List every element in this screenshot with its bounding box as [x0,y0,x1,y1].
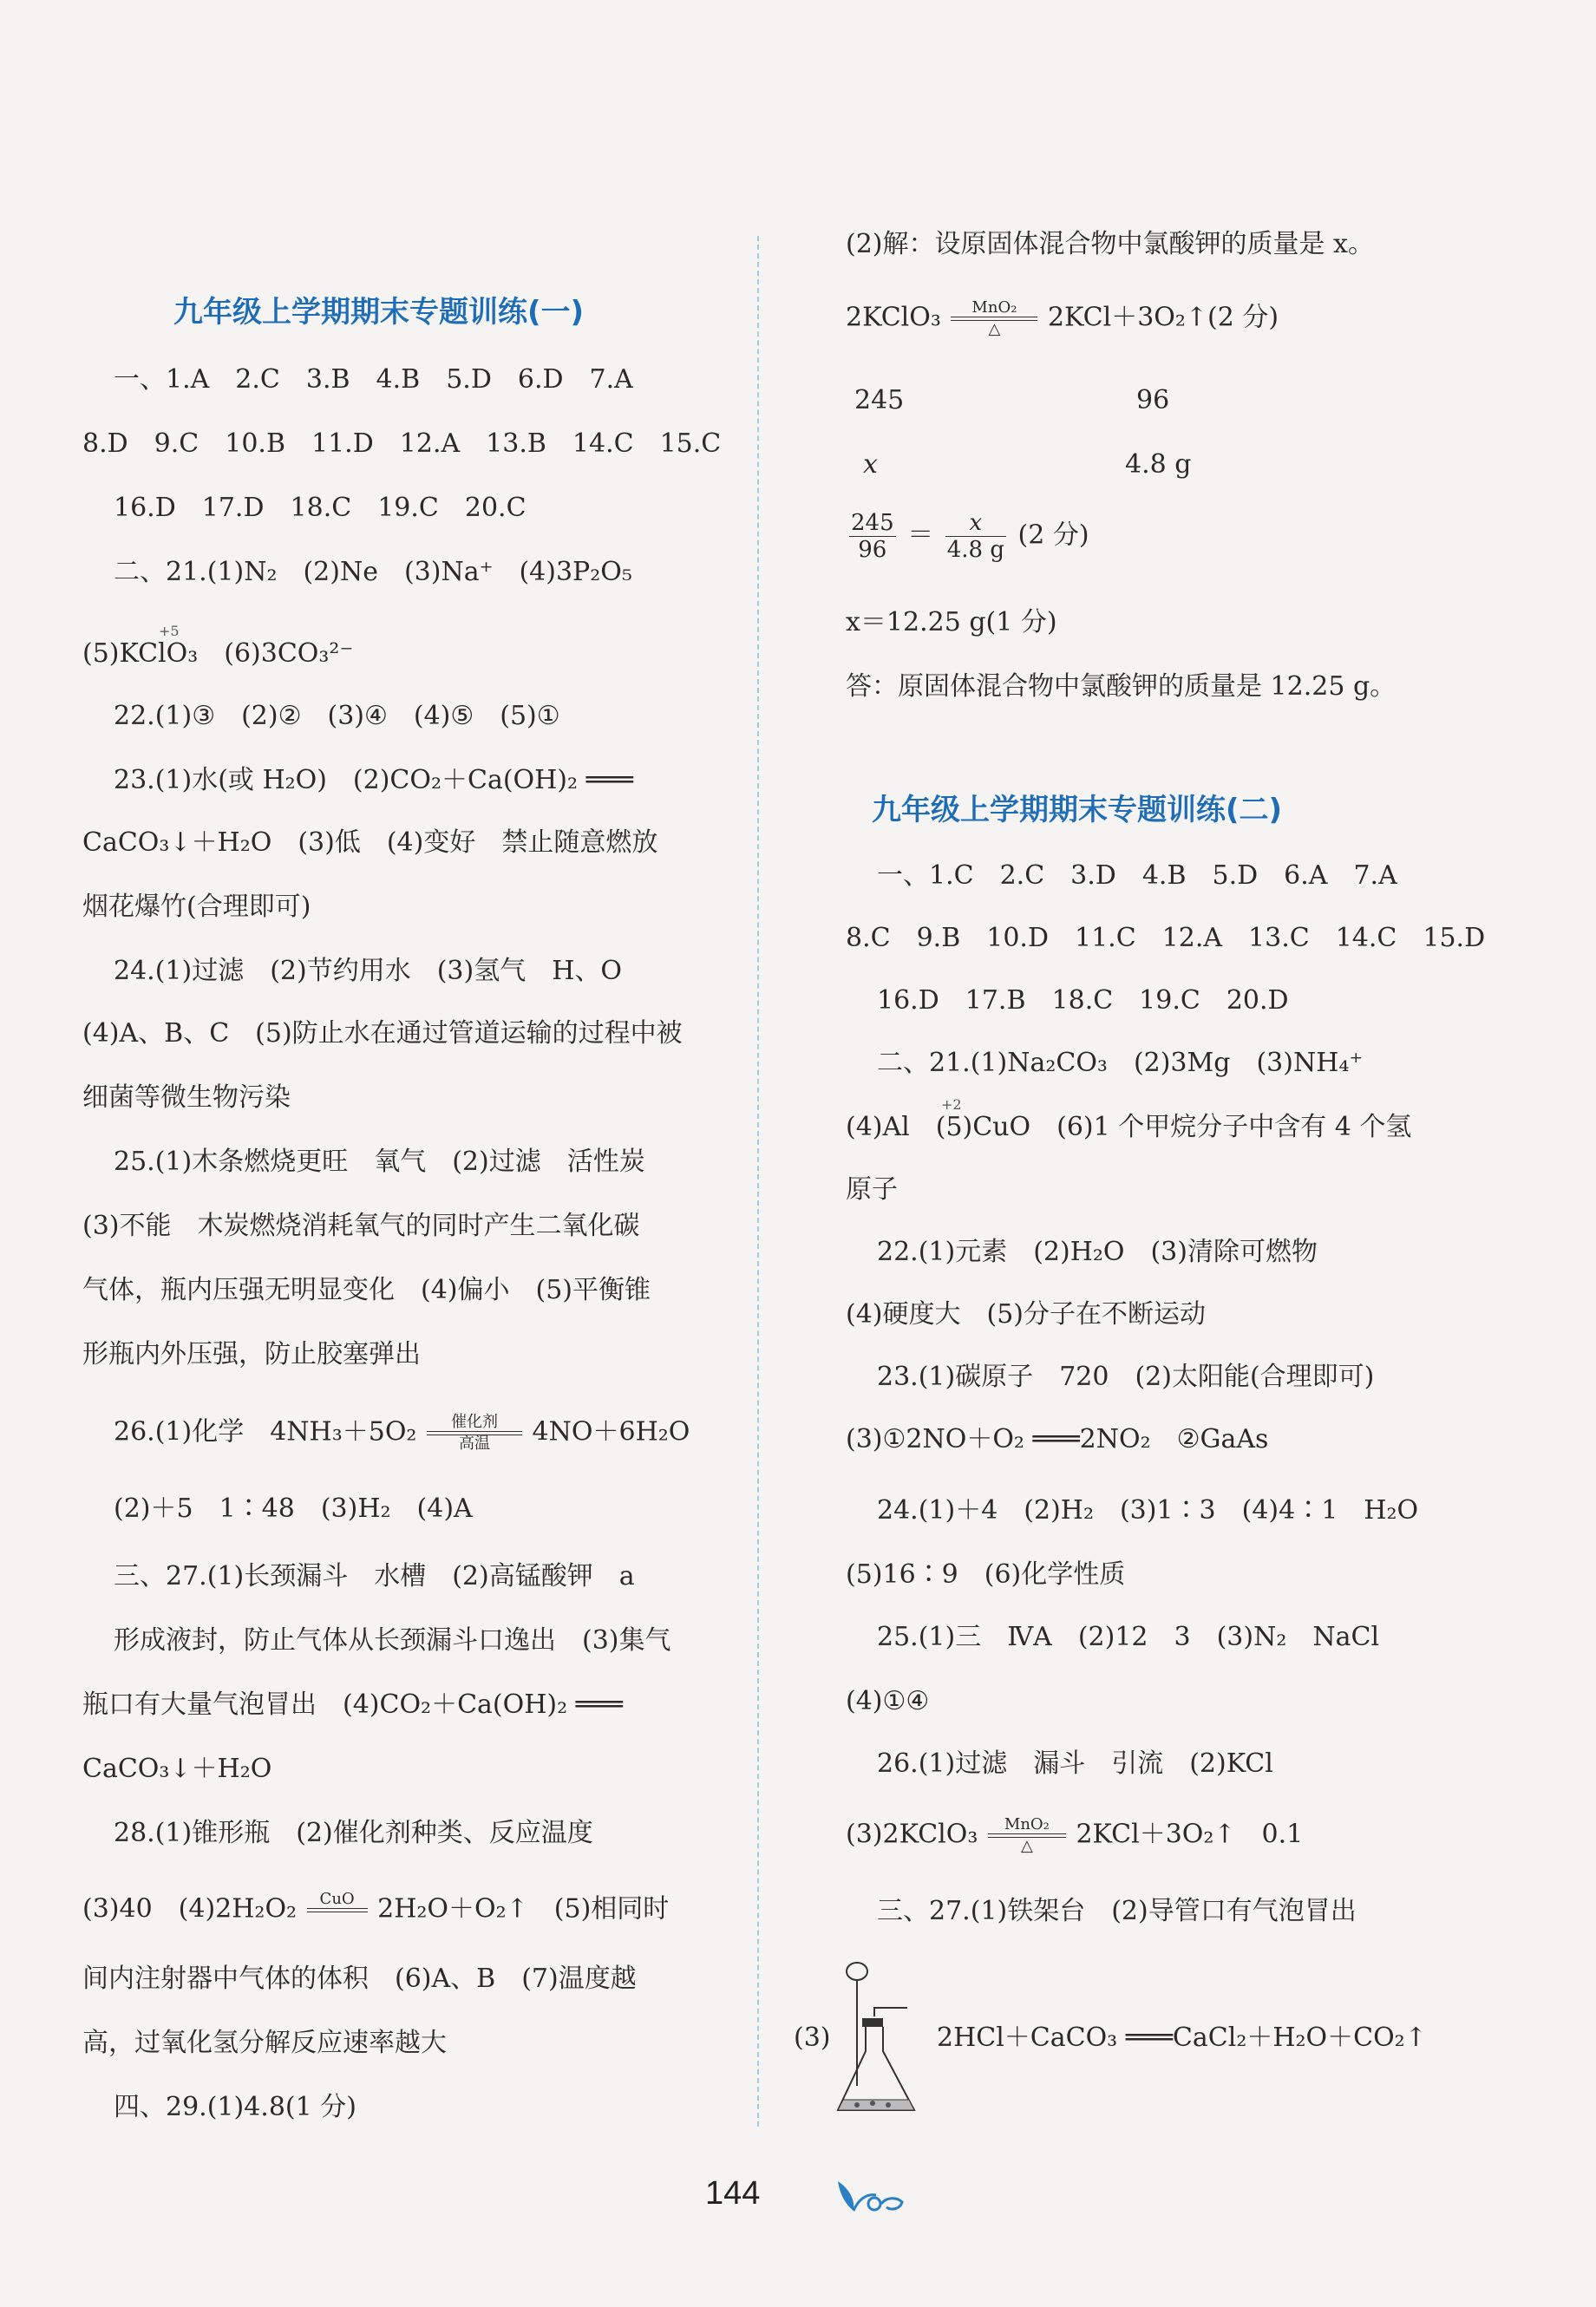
answer-line: 25.(1)木条燃烧更旺 氧气 (2)过滤 活性炭 [114,1147,645,1177]
answer-line: 间内注射器中气体的体积 (6)A、B (7)温度越 [82,1964,637,1994]
equation-products: 2H₂O＋O₂↑ (5)相同时 [377,1893,670,1925]
answer-line: 高，过氧化氢分解反应速率越大 [82,2028,447,2058]
answer-line: 28.(1)锥形瓶 (2)催化剂种类、反应温度 [114,1818,593,1848]
valence-mark: +2 [941,1096,962,1113]
proportion-line: $\frac{245}{96}$ ＝ $\frac{x}{4.8 g}$ (2 分) [851,510,1089,563]
answer-line: (2)解：设原固体混合物中氯酸钾的质量是 x。 [846,229,1374,259]
equation-reactants: 2KClO₃ [846,302,941,333]
leaf-swirl-logo-icon [833,2173,911,2216]
condition-bottom: △ [988,320,1001,338]
equation-line [114,1414,690,1453]
answer-line: 25.(1)三 ⅣA (2)12 3 (3)N₂ NaCl [877,1622,1380,1652]
answer-line: 23.(1)水(或 H₂O) (2)CO₂＋Ca(OH)₂ ═══ [114,765,633,795]
answer-line: 16.D 17.D 18.C 19.C 20.C [114,493,527,523]
condition-top: MnO₂ [971,298,1017,317]
answer-line: 细菌等微生物污染 [82,1082,291,1113]
answer-line: (2)＋5 1∶48 (3)H₂ (4)A [114,1493,473,1524]
section-title-2: 九年级上学期期末专题训练(二) [872,793,1283,827]
answer-line: 答：原固体混合物中氯酸钾的质量是 12.25 g。 [846,671,1396,702]
condition-top: CuO [319,1890,355,1908]
answer-line: 三、27.(1)铁架台 (2)导管口有气泡冒出 [877,1896,1357,1926]
answer-line: 24.(1)＋4 (2)H₂ (3)1∶3 (4)4∶1 H₂O [877,1495,1419,1526]
unknown-variable: x [863,449,878,480]
answer-line: 16.D 17.B 18.C 19.C 20.D [877,985,1289,1016]
answer-line: x＝12.25 g(1 分) [846,607,1057,637]
condition-top: 催化剂 [451,1413,498,1431]
answer-line: 8.C 9.B 10.D 11.C 12.A 13.C 14.C 15.D [846,923,1486,953]
equation-line: 2HCl＋CaCO₃ ═══CaCl₂＋H₂O＋CO₂↑ [937,2023,1427,2053]
equation-line [82,1891,669,1930]
score-note: (2 分) [1017,520,1089,551]
answer-line: 瓶口有大量气泡冒出 (4)CO₂＋Ca(OH)₂ ═══ [82,1689,623,1720]
answer-line: CaCO₃↓＋H₂O [82,1754,272,1784]
answer-line: 原子 [846,1174,898,1205]
condition-bottom: △ [1020,1837,1033,1855]
equation-reactants: (3)40 (4)2H₂O₂ [82,1893,298,1925]
answer-line: 一、1.C 2.C 3.D 4.B 5.D 6.A 7.A [877,860,1397,891]
equation-products: 2KCl＋3O₂↑(2 分) [1047,302,1279,333]
fraction-numerator: 245 [851,510,894,536]
answer-line: 二、21.(1)Na₂CO₃ (2)3Mg (3)NH₄⁺ [877,1048,1364,1078]
answer-line: 24.(1)过滤 (2)节约用水 (3)氢气 H、O [114,956,622,986]
answer-line: CaCO₃↓＋H₂O (3)低 (4)变好 禁止随意燃放 [82,827,658,858]
equation-products: 4NO＋6H₂O [532,1416,690,1448]
answer-line: 烟花爆竹(合理即可) [82,892,311,922]
fraction-right [945,510,1006,563]
answer-line: 8.D 9.C 10.B 11.D 12.A 13.B 14.C 15.C [82,428,722,459]
page-number: 144 [705,2175,761,2212]
answer-line: 22.(1)元素 (2)H₂O (3)清除可燃物 [877,1237,1318,1267]
given-mass: 4.8 g [1125,449,1192,480]
fraction-left [849,510,896,563]
reaction-condition [988,1816,1066,1855]
valence-mark: +5 [159,623,180,639]
answer-line: (4)A、B、C (5)防止水在通过管道运输的过程中被 [82,1018,683,1049]
equation-reactants: 26.(1)化学 4NH₃＋5O₂ [114,1416,417,1448]
reaction-condition [307,1891,368,1930]
reaction-condition [951,299,1037,338]
answer-line: 三、27.(1)长颈漏斗 水槽 (2)高锰酸钾 a [114,1561,635,1591]
answer-line: (5)KClO₃ (6)3CO₃²⁻ [82,638,354,669]
mass-ratio-value: 245 [854,385,905,415]
fraction-denominator: 4.8 g [946,537,1004,563]
condition-top: MnO₂ [1004,1815,1050,1833]
answer-line: 23.(1)碳原子 720 (2)太阳能(合理即可) [877,1362,1375,1392]
answer-line: (4)硬度大 (5)分子在不断运动 [846,1299,1206,1330]
equation-reactants: (3)2KClO₃ [846,1819,978,1850]
fraction-denominator: 96 [858,537,887,563]
answer-line: 形成液封，防止气体从长颈漏斗口逸出 (3)集气 [114,1625,671,1656]
answer-line: (5)16∶9 (6)化学性质 [846,1559,1126,1590]
answer-line: 26.(1)过滤 漏斗 引流 (2)KCl [877,1748,1273,1779]
answer-line: 形瓶内外压强，防止胶塞弹出 [82,1339,421,1369]
fraction-numerator: x [945,510,1006,537]
reaction-condition [427,1414,522,1453]
equation-line [846,299,1279,338]
equation-line [846,1816,1303,1855]
answer-line: (3)不能 木炭燃烧消耗氧气的同时产生二氧化碳 [82,1211,640,1241]
mass-ratio-value: 96 [1136,385,1170,415]
answer-line: 二、21.(1)N₂ (2)Ne (3)Na⁺ (4)3P₂O₅ [114,557,632,587]
answer-line: (4)①④ [846,1686,930,1716]
equation-products: 2KCl＋3O₂↑ 0.1 [1076,1819,1304,1850]
answer-line: (3)①2NO＋O₂ ═══2NO₂ ②GaAs [846,1424,1269,1454]
column-divider [757,236,759,2127]
flask-apparatus-icon [831,1956,926,2125]
section-title-1: 九年级上学期期末专题训练(一) [173,295,585,330]
condition-bottom: 高温 [459,1435,490,1453]
answer-line: (3) [794,2023,831,2053]
answer-line: 一、1.A 2.C 3.B 4.B 5.D 6.D 7.A [114,364,633,395]
answer-line: 气体，瓶内压强无明显变化 (4)偏小 (5)平衡锥 [82,1275,651,1305]
answer-line: (4)Al (5)CuO (6)1 个甲烷分子中含有 4 个氢 [846,1112,1412,1142]
answer-line: 22.(1)③ (2)② (3)④ (4)⑤ (5)① [114,701,560,731]
answer-line: 四、29.(1)4.8(1 分) [114,2092,356,2122]
